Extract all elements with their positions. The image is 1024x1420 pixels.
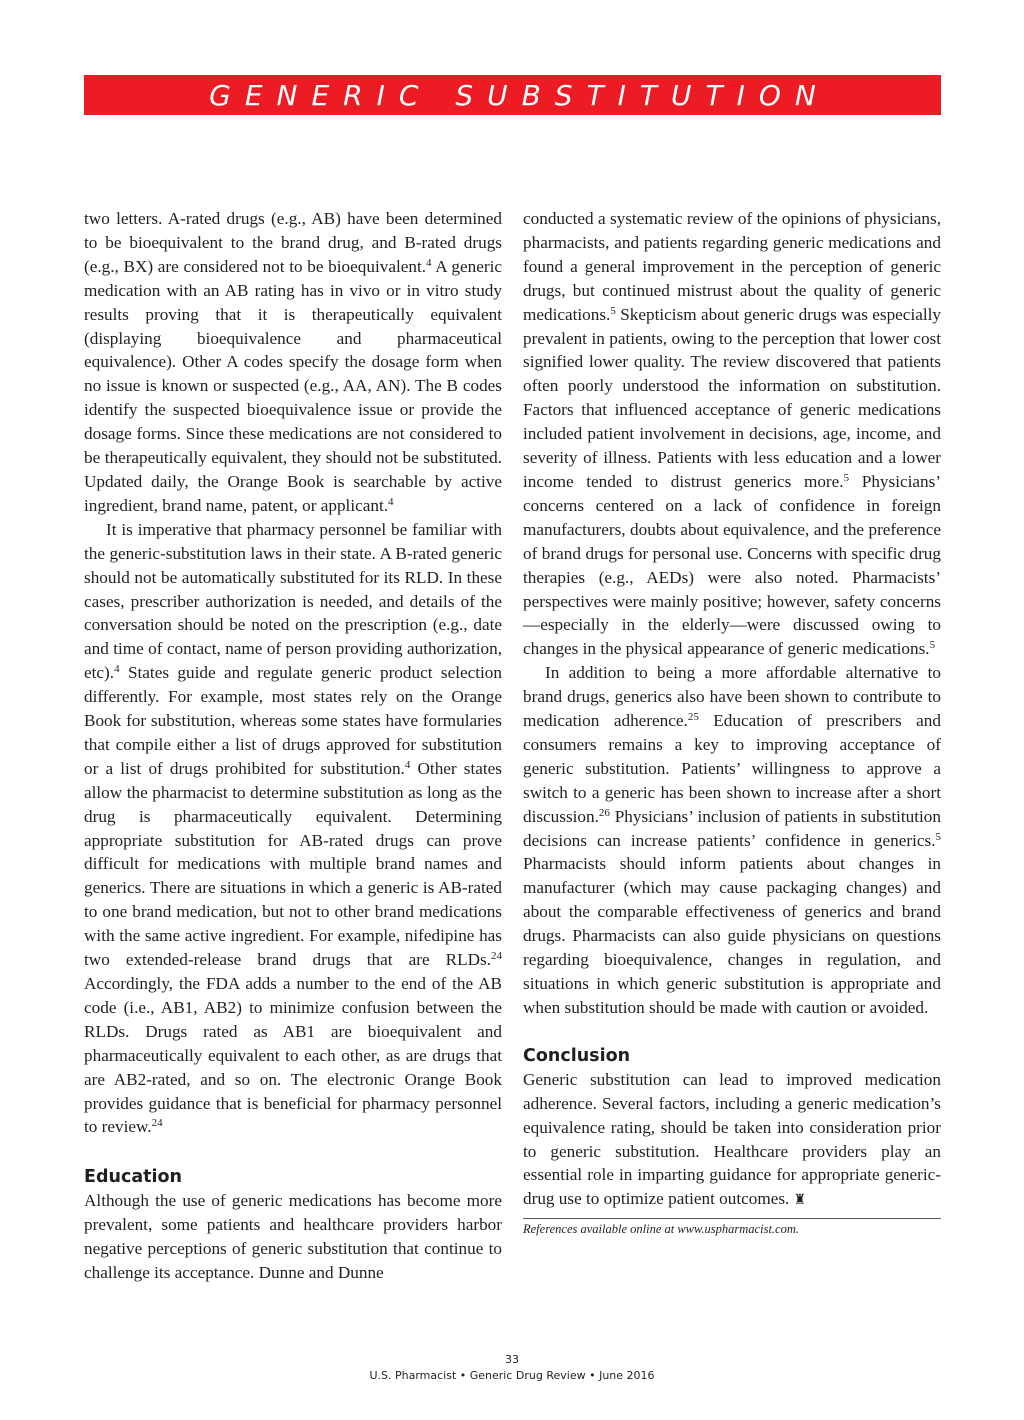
conclusion-heading: Conclusion: [523, 1045, 631, 1066]
paragraph: In addition to being a more affordable alternative to brand drugs, generics also have been shown to contribute to medication adherence.$^{25}$ Education of prescribers and consumers remains a key to improving acceptance of generic substitution. Patients’ willingness to approve a switch to a generic has been shown to increase after a short discussion.$^{26}$ Physicians’ inclusion of patients in substitution decisions can increase patients’ confidence in generics.$^5$ Pharmacists should inform patients about changes in manufacturer (which may cause packaging changes) and about the comparable effectiveness of generics and brand drugs. Pharmacists can also guide physicians on questions regarding bioequivalence, changes in regulation, and situations in which generic substitution is appropriate and when substitution should be made with caution or avoided.: [523, 663, 941, 1017]
citation: 5: [610, 304, 616, 317]
citation: 4: [426, 256, 432, 269]
left-column: [84, 207, 502, 1285]
publication-line: U.S. Pharmacist • Generic Drug Review • June 2016: [369, 1369, 655, 1382]
end-mark-icon: ♜: [793, 1193, 807, 1209]
page-number: 33: [505, 1353, 519, 1366]
citation: 4: [388, 495, 394, 508]
citation: 24: [151, 1117, 163, 1130]
citation: 4: [114, 663, 120, 676]
paragraph: Generic substitution can lead to improved medication adherence. Several factors, including a generic medication’s equivalence rating, should be taken into consideration prior to generic substitution. Healthcare providers play an essential role in imparting guidance for appropriate generic-drug use to optimize patient outcomes. ♜: [523, 1069, 941, 1209]
citation: 5: [843, 471, 850, 484]
paragraph: It is imperative that pharmacy personnel be familiar with the generic-substitution laws in their state. A B-rated generic should not be automatically substituted for its RLD. In these cases, prescriber authorization is needed, and details of the conversation should be noted on the prescription (e.g., date and time of contact, name of person providing authorization, etc).$^4$ States guide and regulate generic product selection differently. For example, most states rely on the Orange Book for substitution, whereas some states have formularies that compile either a list of drugs approved for substitution or a list of drugs prohibited for substitution.$^4$ Other states allow the pharmacist to determine substitution as long as the drug is pharmaceutically equivalent. Determining appropriate substitution for AB-rated drugs can prove difficult for medications with multiple brand names and generics. There are situations in which a generic is AB-rated to one brand medication, but not to other brand medications with the same active ingredient. For example, nifedipine has two extended-release brand drugs that are RLDs.$^{24}$ Accordingly, the FDA adds a number to the end of the AB code (i.e., AB1, AB2) to minimize confusion between the RLDs. Drugs rated as AB1 are bioequivalent and pharmaceutically equivalent to each other, as are drugs that are AB2-rated, and so on. The electronic Orange Book provides guidance that is beneficial for pharmacy personnel to review.$^{24}$: [84, 519, 502, 1137]
section-banner: [84, 75, 941, 115]
citation: 26: [598, 806, 610, 819]
citation: 4: [404, 758, 411, 771]
citation: 25: [687, 711, 699, 724]
paragraph: two letters. A-rated drugs (e.g., AB) have been determined to be bioequivalent to the brand drug, and B-rated drugs (e.g., BX) are considered not to be bioequivalent.$^4$ A generic medication with an AB rating has in vivo or in vitro study results proving that it is therapeutically equivalent (displaying bioequivalence and pharmaceutical equivalence). Other A codes specify the dosage form when no issue is known or suspected (e.g., AA, AN). The B codes identify the suspected bioequivalence issue or provide the dosage forms. Since these medications are not considered to be therapeutically equivalent, they should not be substituted. Updated daily, the Orange Book is searchable by active ingredient, brand name, patent, or applicant.$^4$: [84, 209, 502, 515]
references-note: References available online at www.uspharmacist.com.: [523, 1218, 941, 1238]
paragraph: conducted a systematic review of the opinions of physicians, pharmacists, and patients regarding generic medications and found a general improvement in the perception of generic drugs, but continued mistrust about the quality of generic medications.$^5$ Skepticism about generic drugs was especially prevalent in patients, owing to the perception that lower cost signified lower quality. The review discovered that patients often poorly understood the information on substitution. Factors that influenced acceptance of generic medications included patient involvement in decisions, age, income, and severity of illness. Patients with less education and a lower income tended to distrust generics more.$^5$ Physicians’ concerns centered on a lack of confidence in foreign manufacturers, doubts about equivalence, and the preference of brand drugs for personal use. Concerns with specific drug therapies (e.g., AEDs) were also noted. Pharmacists’ perspectives were mainly positive; however, safety concerns—especially in the elderly—were discussed owing to changes in the physical appearance of generic medications.$^5$: [523, 209, 942, 659]
page-footer: [0, 1352, 1024, 1384]
right-column: [523, 207, 941, 1238]
education-heading: Education: [84, 1167, 182, 1188]
citation: 5: [929, 639, 936, 652]
banner-title: GENERIC SUBSTITUTION: [209, 79, 830, 112]
paragraph: Although the use of generic medications has become more prevalent, some patients and healthcare providers harbor negative perceptions of generic substitution that continue to challenge its acceptance. Dunne and Dunne: [84, 1191, 502, 1283]
citation: 24: [491, 950, 502, 963]
citation: 5: [935, 830, 941, 843]
